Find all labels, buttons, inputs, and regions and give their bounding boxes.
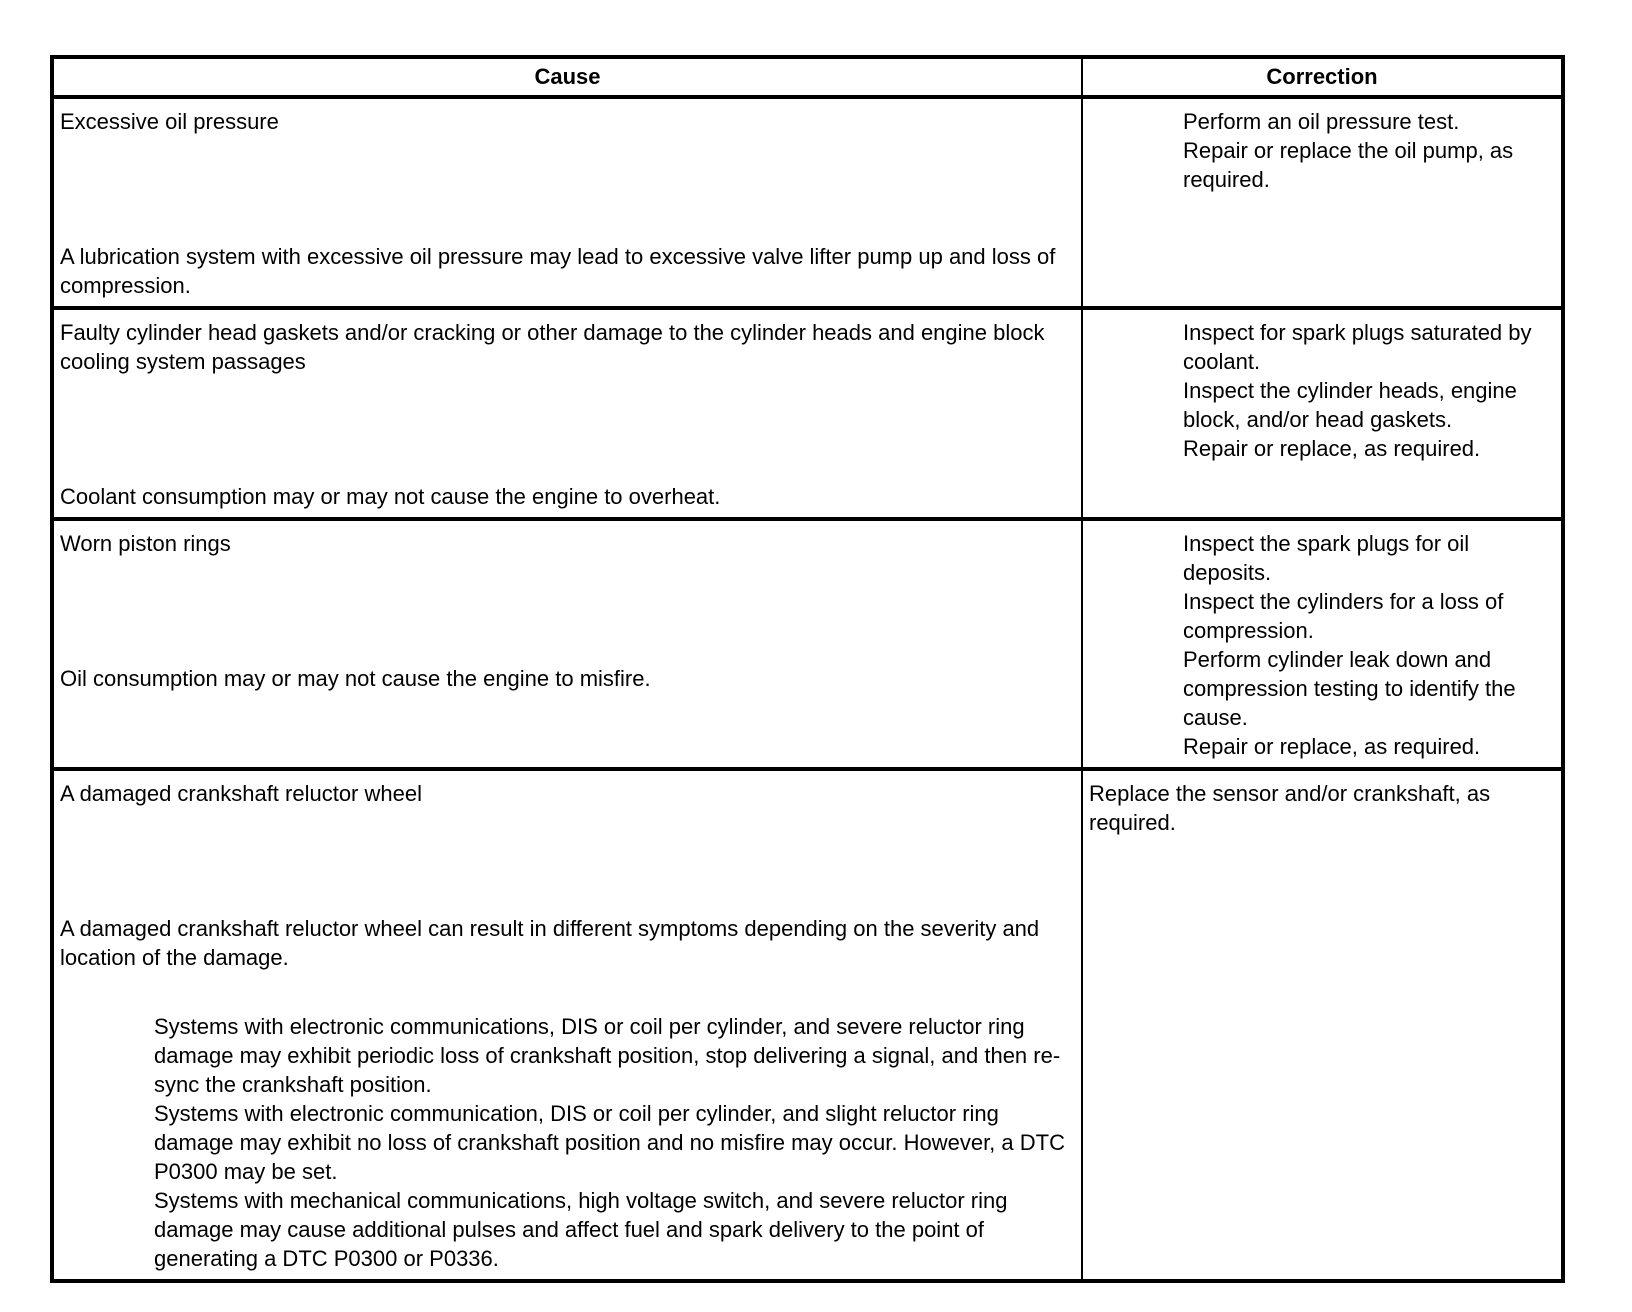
cause-cell <box>52 519 1082 769</box>
cause-points-list <box>60 1012 1075 1273</box>
correction-item: Perform cylinder leak down and compression testing to identify the cause. <box>1183 647 1516 730</box>
cause-detail: A lubrication system with excessive oil pressure may lead to excessive valve lifter pump up and loss of compression. <box>60 244 1056 298</box>
correction-item: Perform an oil pressure test. <box>1183 109 1460 134</box>
header-cause: Cause <box>52 57 1082 97</box>
correction-list <box>1183 107 1555 194</box>
correction-item: Repair or replace the oil pump, as required. <box>1183 138 1514 192</box>
cause-point: Systems with electronic communications, DIS or coil per cylinder, and severe reluctor ring damage may exhibit periodic loss of crankshaft position, stop delivering a signal, and then re-sync the crankshaft position. <box>154 1014 1061 1097</box>
correction-cell <box>1082 308 1563 519</box>
cause-detail: Coolant consumption may or may not cause the engine to overheat. <box>60 484 721 509</box>
correction-cell <box>1082 97 1563 308</box>
header-row <box>52 57 1563 97</box>
cause-cell <box>52 769 1082 1281</box>
cause-title: Excessive oil pressure <box>60 109 279 134</box>
correction-item: Inspect the cylinders for a loss of compression. <box>1183 589 1504 643</box>
cause-cell <box>52 97 1082 308</box>
correction-item: Repair or replace, as required. <box>1183 734 1481 759</box>
cause-title: Faulty cylinder head gaskets and/or cracking or other damage to the cylinder heads and engine block cooling system passages <box>60 320 1045 374</box>
cause-title: A damaged crankshaft reluctor wheel <box>60 781 422 806</box>
correction-cell <box>1082 519 1563 769</box>
cause-detail: Oil consumption may or may not cause the engine to misfire. <box>60 666 651 691</box>
table-row <box>52 308 1563 519</box>
correction-cell <box>1082 769 1563 1281</box>
cause-cell <box>52 308 1082 519</box>
correction-item: Inspect the cylinder heads, engine block, and/or head gaskets. <box>1183 378 1517 432</box>
correction-item: Repair or replace, as required. <box>1183 436 1481 461</box>
correction-item: Inspect the spark plugs for oil deposits. <box>1183 531 1470 585</box>
header-correction: Correction <box>1082 57 1563 97</box>
table-row <box>52 97 1563 308</box>
correction-list <box>1183 529 1555 761</box>
correction-text: Replace the sensor and/or crankshaft, as required. <box>1089 781 1491 835</box>
correction-item: Inspect for spark plugs saturated by coolant. <box>1183 320 1532 374</box>
cause-point: Systems with electronic communication, DIS or coil per cylinder, and slight reluctor ring damage may exhibit no loss of crankshaft position and no misfire may occur. However, a DTC P0300 may be set. <box>154 1101 1065 1184</box>
table-row <box>52 519 1563 769</box>
correction-list <box>1183 318 1555 463</box>
cause-title: Worn piston rings <box>60 531 231 556</box>
table-row <box>52 769 1563 1281</box>
cause-point: Systems with mechanical communications, high voltage switch, and severe reluctor ring damage may cause additional pulses and affect fuel and spark delivery to the point of generating a DTC P0300 or P0336. <box>154 1188 1008 1271</box>
cause-correction-table <box>50 55 1565 1283</box>
cause-detail: A damaged crankshaft reluctor wheel can result in different symptoms depending on the severity and location of the damage. <box>60 916 1040 970</box>
